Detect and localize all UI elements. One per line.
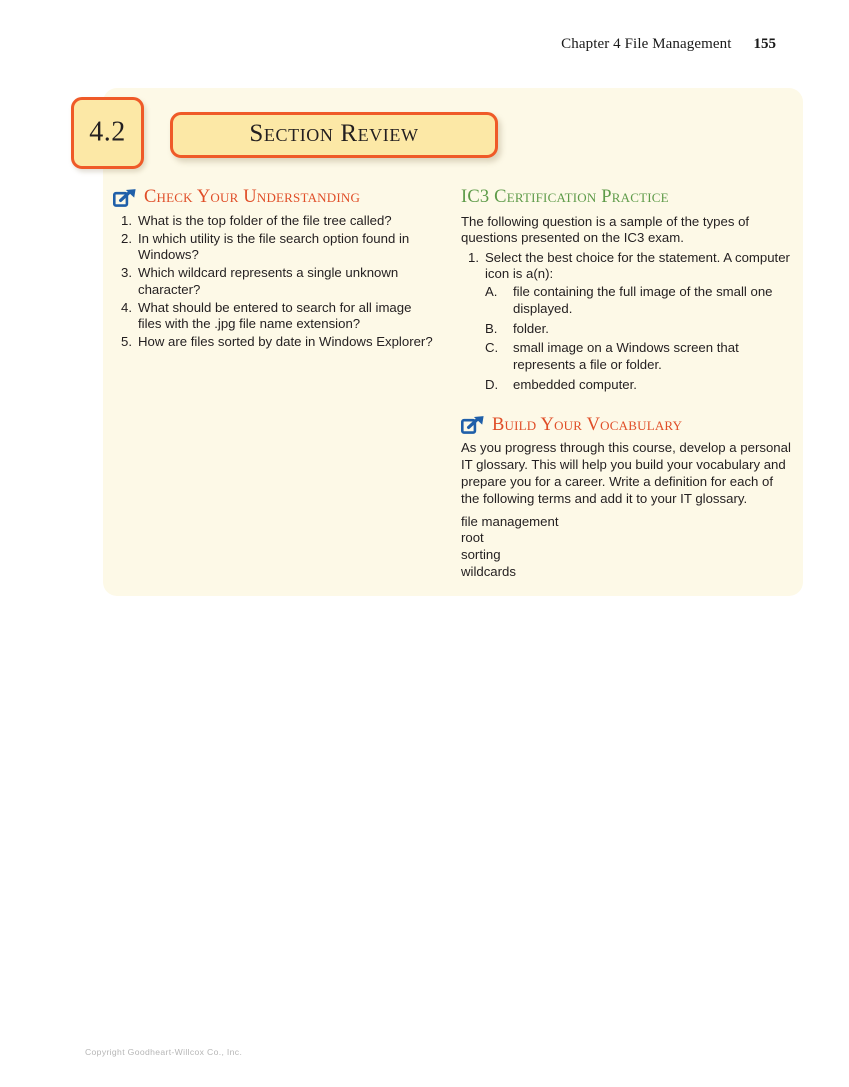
list-item: root	[461, 530, 484, 546]
list-item	[113, 334, 438, 351]
build-vocabulary-paragraph: As you progress through this course, develop a personal IT glossary. This will help you build your vocabulary and prepare you for a career. Write a definition for each of the following terms and add it to your IT glossary.	[461, 440, 791, 506]
share-arrow-icon	[461, 415, 485, 434]
section-review-title: Section Review	[249, 119, 419, 147]
list-marker: 3.	[121, 265, 132, 281]
list-text: How are files sorted by date in Windows Explorer?	[138, 333, 433, 349]
list-item: file management	[461, 513, 559, 529]
vocabulary-term-list	[461, 514, 795, 581]
list-marker: 2.	[121, 230, 132, 246]
choice-marker: D.	[485, 376, 499, 392]
ic3-question-list	[461, 250, 795, 394]
build-vocabulary-heading-row	[461, 415, 795, 434]
list-text: What should be entered to search for all image files with the .jpg file name extension?	[138, 299, 412, 332]
list-item	[485, 321, 795, 338]
list-item	[113, 300, 438, 333]
list-text: Select the best choice for the statement. A computer icon is a(n):	[485, 249, 790, 282]
choice-text: embedded computer.	[513, 376, 637, 392]
choice-text: small image on a Windows screen that represents a file or folder.	[513, 340, 739, 372]
list-item	[461, 250, 795, 394]
choice-marker: C.	[485, 340, 499, 356]
list-item	[485, 284, 795, 317]
list-item	[485, 377, 795, 394]
ic3-answer-choice-list	[485, 284, 795, 393]
list-item	[113, 265, 438, 298]
section-review-banner	[170, 112, 498, 158]
running-head	[561, 36, 776, 53]
list-item	[113, 213, 438, 230]
list-item: wildcards	[461, 563, 516, 579]
list-text: What is the top folder of the file tree called?	[138, 213, 392, 228]
check-understanding-heading: Check Your Understanding	[144, 187, 361, 208]
copyright-notice: Copyright Goodheart-Willcox Co., Inc.	[85, 1047, 243, 1057]
check-your-understanding-column	[113, 188, 438, 352]
page-number: 155	[753, 36, 776, 52]
choice-text: folder.	[513, 320, 549, 336]
choice-text: file containing the full image of the small one displayed.	[513, 284, 773, 316]
list-text: Which wildcard represents a single unknown character?	[138, 265, 399, 297]
list-marker: 1.	[468, 249, 479, 265]
share-arrow-icon	[113, 188, 137, 207]
section-number-badge	[71, 97, 144, 169]
list-item: sorting	[461, 546, 501, 562]
list-marker: 1.	[121, 213, 132, 228]
ic3-intro-text: The following question is a sample of the types of questions presented on the IC3 exam.	[461, 213, 750, 246]
list-marker: 4.	[121, 299, 132, 315]
choice-marker: B.	[485, 320, 498, 336]
check-understanding-question-list	[113, 213, 438, 351]
build-vocabulary-heading: Build Your Vocabulary	[492, 414, 683, 435]
ic3-certification-practice-heading: IC3 Certification Practice	[461, 187, 669, 207]
list-item	[113, 231, 438, 264]
check-understanding-heading-row	[113, 188, 438, 207]
list-marker: 5.	[121, 333, 132, 349]
list-text: In which utility is the file search option found in Windows?	[138, 230, 410, 263]
running-head-chapter: Chapter 4 File Management	[561, 36, 732, 52]
build-vocabulary-block	[461, 415, 795, 580]
ic3-practice-column	[461, 188, 795, 580]
choice-marker: A.	[485, 284, 498, 300]
list-item	[485, 340, 795, 373]
section-number: 4.2	[89, 116, 126, 148]
